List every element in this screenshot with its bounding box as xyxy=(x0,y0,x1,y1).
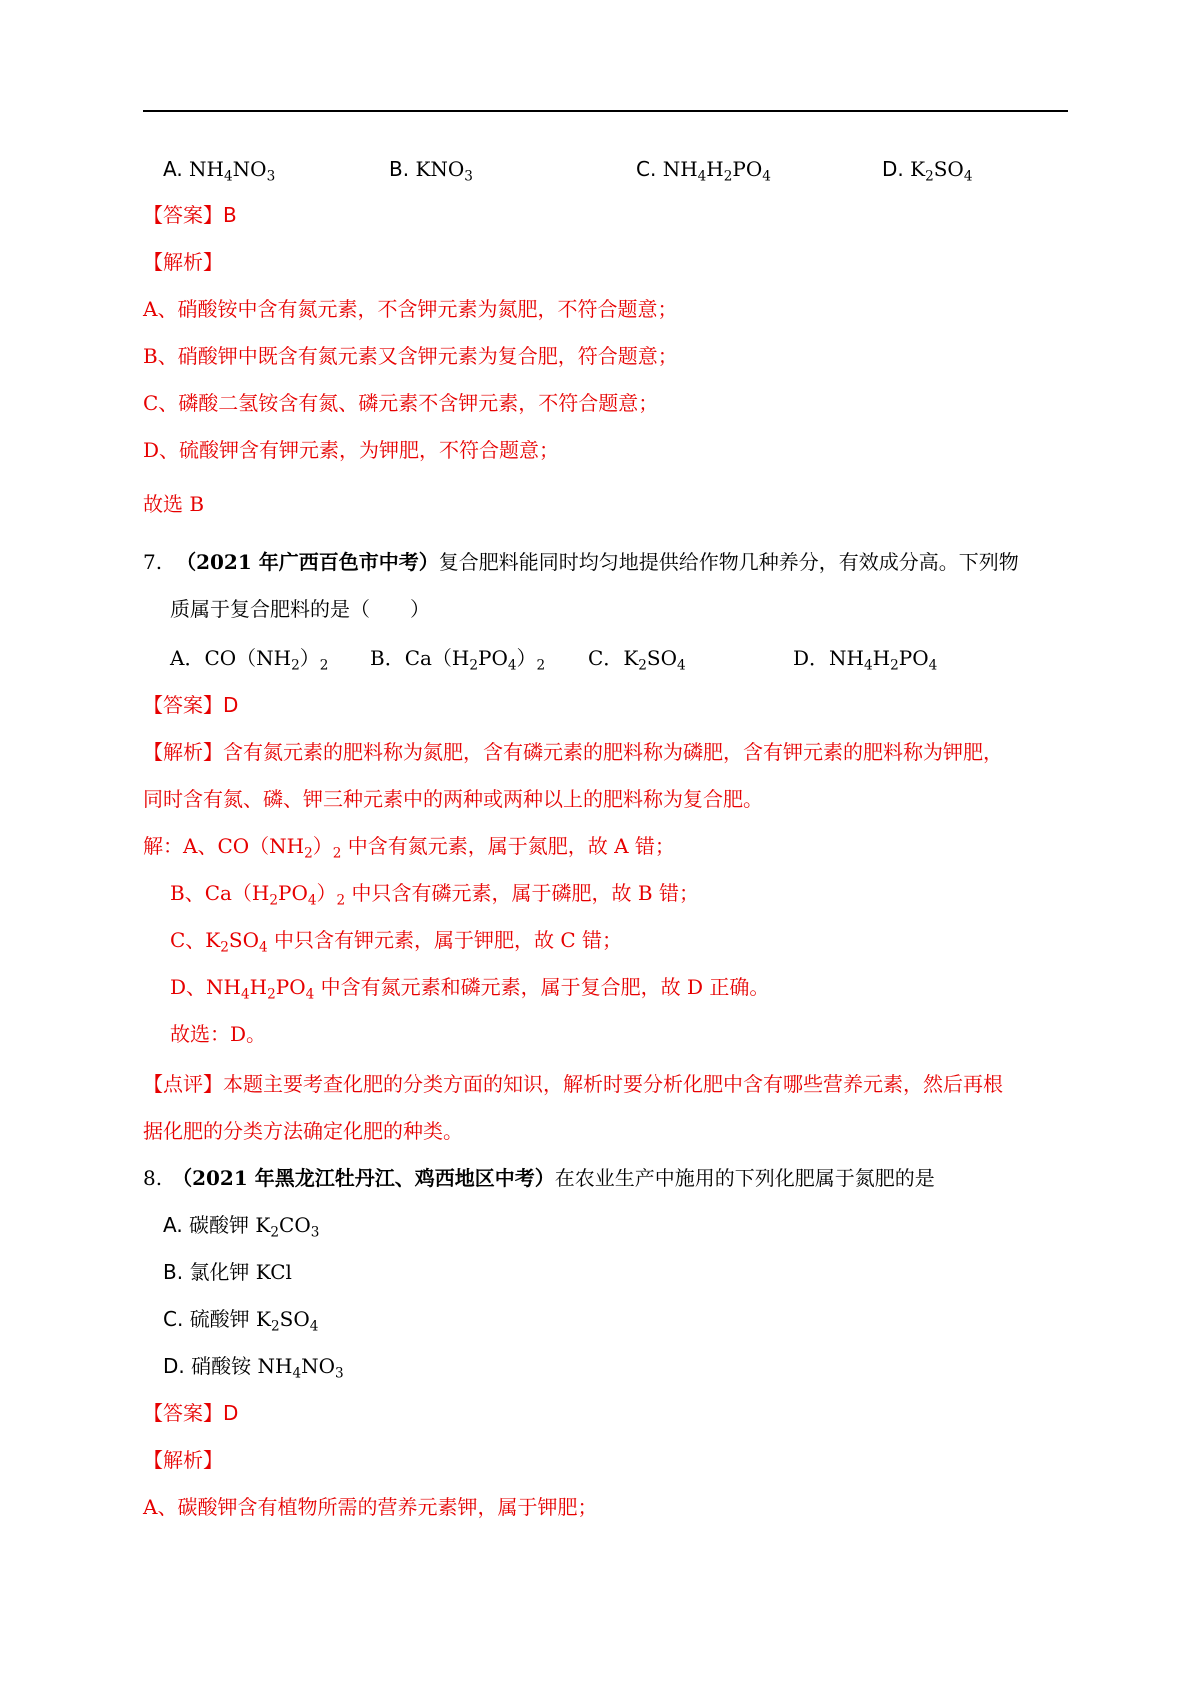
q8-option-c: C. 硫酸钾 $K_2SO_4$ xyxy=(163,1307,319,1335)
q7-conclusion: 故选：D。 xyxy=(170,1022,267,1046)
q6-analysis-line: B、硝酸钾中既含有氮元素又含钾元素为复合肥，符合题意； xyxy=(143,344,678,368)
q7-analysis-line: 【解析】含有氮元素的肥料称为氮肥，含有磷元素的肥料称为磷肥，含有钾元素的肥料称为钾肥， xyxy=(143,740,1003,764)
q6-analysis-line: A、硝酸铵中含有氮元素，不含钾元素为氮肥，不符合题意； xyxy=(143,297,678,321)
q7-stem-line-2: 质属于复合肥料的是（ ） xyxy=(170,597,430,621)
q7-solution-line: B、$Ca(H_2PO_4)_2$ 中只含有磷元素，属于磷肥，故 B 错； xyxy=(170,881,699,909)
q7-solution-line: 解：A、$CO(NH_2)_2$ 中含有氮元素，属于氮肥，故 A 错； xyxy=(143,834,675,862)
q7-option-c: C．$K_2SO_4$ xyxy=(588,646,686,674)
q6-option-c: C. $NH_4H_2PO_4$ xyxy=(636,157,771,185)
header-rule xyxy=(143,110,1068,112)
q7-comment-line: 据化肥的分类方法确定化肥的种类。 xyxy=(143,1119,463,1143)
q6-analysis-line: D、硫酸钾含有钾元素，为钾肥，不符合题意； xyxy=(143,438,560,462)
q7-source: （2021 年广西百色市中考） xyxy=(176,550,439,574)
q6-option-a: A. $NH_4NO_3$ xyxy=(163,157,276,185)
q7-solution-line: D、$NH_4H_2PO_4$ 中含有氮元素和磷元素，属于复合肥，故 D 正确。 xyxy=(170,975,770,1003)
q8-source: （2021 年黑龙江牡丹江、鸡西地区中考） xyxy=(172,1166,555,1190)
q6-answer: 【答案】B xyxy=(143,203,237,227)
q8-option-b: B. 氯化钾 KCl xyxy=(163,1260,292,1284)
q8-answer: 【答案】D xyxy=(143,1401,239,1425)
q6-analysis-line: C、磷酸二氢铵含有氮、磷元素不含钾元素，不符合题意； xyxy=(143,391,659,415)
q7-answer: 【答案】D xyxy=(143,693,239,717)
q8-analysis-label: 【解析】 xyxy=(143,1448,223,1472)
q8-option-d: D. 硝酸铵 $NH_4NO_3$ xyxy=(163,1354,344,1382)
q7-solution-line: C、$K_2SO_4$ 中只含有钾元素，属于钾肥，故 C 错； xyxy=(170,928,623,956)
q6-analysis-label: 【解析】 xyxy=(143,250,223,274)
q7-option-a: A．$CO(NH_2)_2$ xyxy=(170,646,329,674)
q8-option-a: A. 碳酸钾 $K_2CO_3$ xyxy=(163,1213,320,1241)
q8-analysis-line: A、碳酸钾含有植物所需的营养元素钾，属于钾肥； xyxy=(143,1495,598,1519)
q6-conclusion: 故选 B xyxy=(143,492,205,516)
q7-option-d: D．$NH_4H_2PO_4$ xyxy=(793,646,938,674)
q6-option-d: D. $K_2SO_4$ xyxy=(882,157,973,185)
q7-comment-line: 【点评】本题主要考查化肥的分类方面的知识，解析时要分析化肥中含有哪些营养元素，然后再根 xyxy=(143,1072,1003,1096)
q8-stem: 8. （2021 年黑龙江牡丹江、鸡西地区中考）在农业生产中施用的下列化肥属于氮肥的是 xyxy=(143,1166,935,1190)
q7-stem-line-1: 7. （2021 年广西百色市中考）复合肥料能同时均匀地提供给作物几种养分，有效成分高。下列物 xyxy=(143,550,1019,574)
q7-analysis-line: 同时含有氮、磷、钾三种元素中的两种或两种以上的肥料称为复合肥。 xyxy=(143,787,763,811)
q6-option-b: B. $KNO_3$ xyxy=(389,157,473,185)
q7-option-b: B．$Ca(H_2PO_4)_2$ xyxy=(370,646,546,674)
